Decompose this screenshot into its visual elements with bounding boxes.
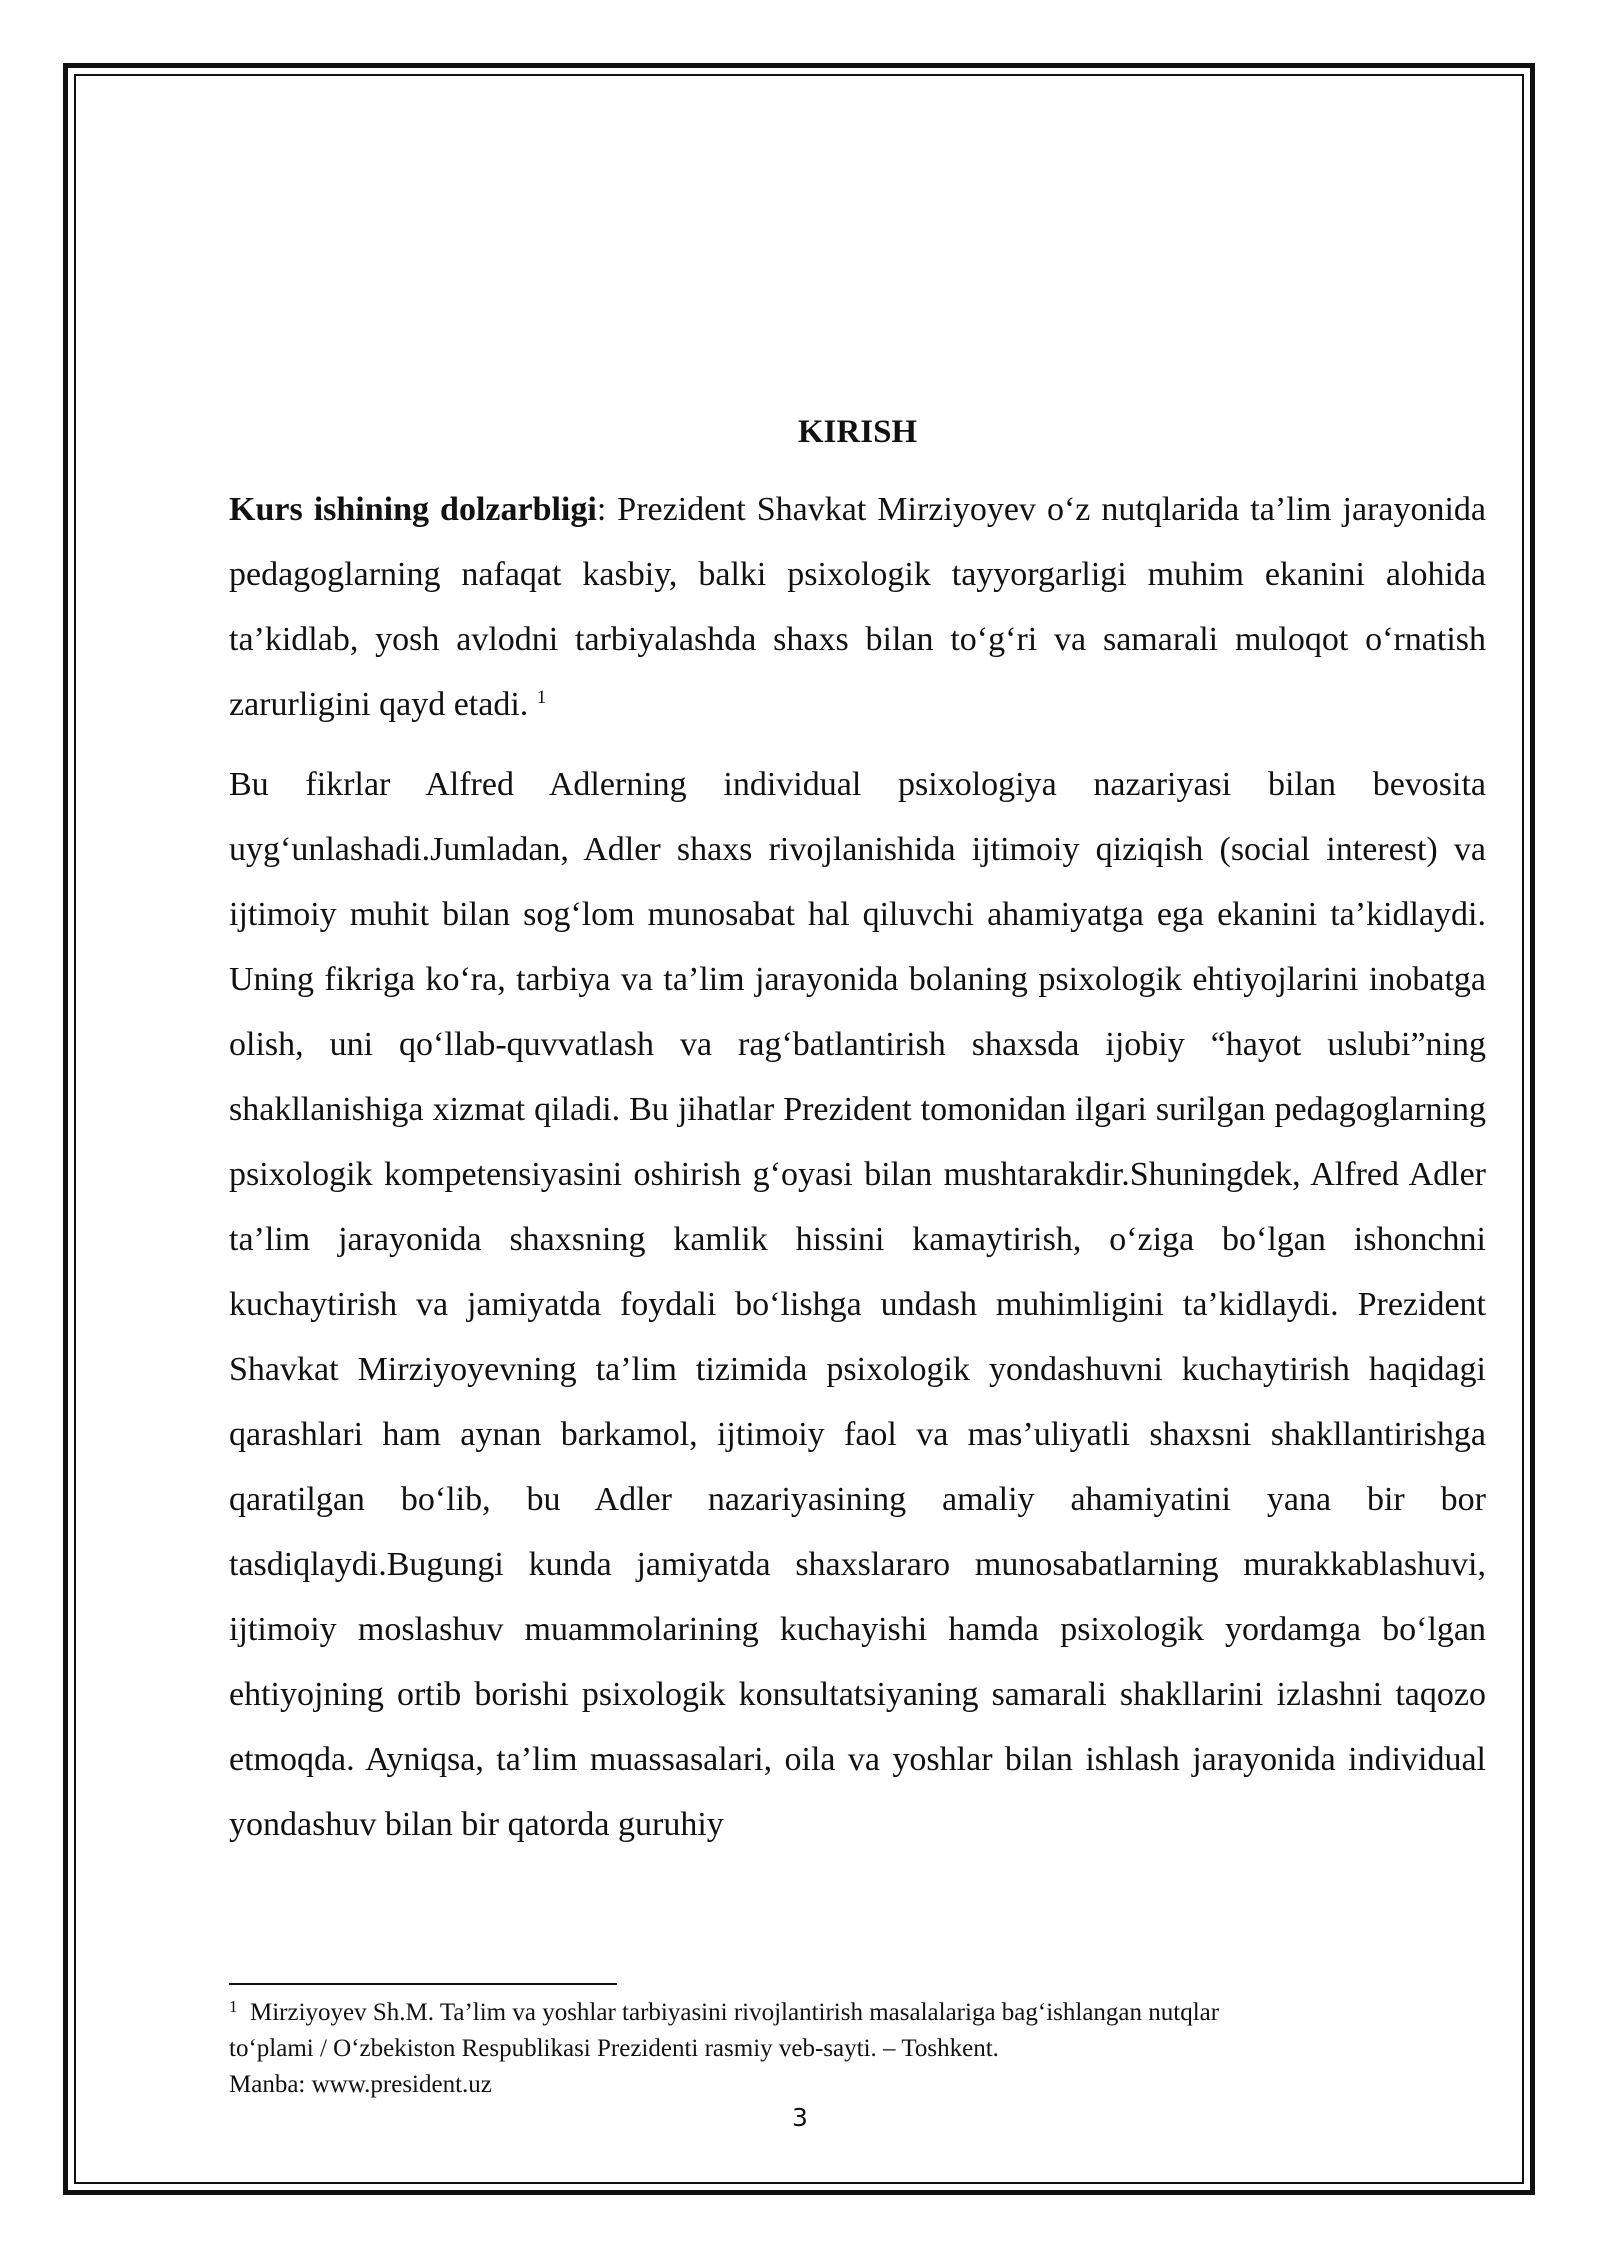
relevance-text: Prezident Shavkat Mirziyoyev o‘z nutqlarida ta’lim jarayonida pedagoglarning nafaqat kasbiy, balki psixologik tayyorgarligi muhim ekanini alohida ta’kidlab, yosh avlodni tarbiyalashda shaxs bilan to‘g‘ri va samarali muloqot o‘rnatish zarurligini qayd etadi. bbox=[229, 491, 1486, 723]
page-body bbox=[229, 400, 1486, 1872]
footnote-line-2: to‘plami / O‘zbekiston Respublikasi Prezidenti rasmiy veb-sayti. – Toshkent. bbox=[229, 2035, 999, 2062]
relevance-lead: Kurs ishining dolzarbligi bbox=[229, 491, 597, 528]
footnote-number: 1 bbox=[229, 1997, 238, 2016]
section-heading: KIRISH bbox=[797, 414, 918, 450]
relevance-colon: : bbox=[596, 491, 607, 528]
footnote bbox=[229, 1995, 1486, 2103]
paragraph-relevance bbox=[229, 477, 1486, 737]
footnote-separator bbox=[229, 1983, 617, 1985]
footnote-text-1: Mirziyoyev Sh.M. Ta’lim va yoshlar tarbiyasini rivojlantirish masalalariga bag‘ishlangan nutqlar bbox=[250, 1999, 1220, 2026]
footnote-line-3: Manba: www.president.uz bbox=[229, 2071, 492, 2098]
footnote-line-1 bbox=[229, 1995, 1486, 2031]
page-number: 3 bbox=[792, 2103, 808, 2132]
paragraph-adler: Bu fikrlar Alfred Adlerning individual psixologiya nazariyasi bilan bevosita uyg‘unlashadi.Jumladan, Adler shaxs rivojlanishida ijtimoiy qiziqish (social interest) va ijtimoiy muhit bilan sog‘lom munosabat hal qiluvchi ahamiyatga ega ekanini ta’kidlaydi. Uning fikriga ko‘ra, tarbiya va ta’lim jarayonida bolaning psixologik ehtiyojlarini inobatga olish, uni qo‘llab-quvvatlash va rag‘batlantirish shaxsda ijobiy “hayot uslubi”ning shakllanishiga xizmat qiladi. Bu jihatlar Prezident tomonidan ilgari surilgan pedagoglarning psixologik kompetensiyasini oshirish g‘oyasi bilan mushtarakdir.Shuningdek, Alfred Adler ta’lim jarayonida shaxsning kamlik hissini kamaytirish, o‘ziga bo‘lgan ishonchni kuchaytirish va jamiyatda foydali bo‘lishga undash muhimligini ta’kidlaydi. Prezident Shavkat Mirziyoyevning ta’lim tizimida psixologik yondashuvni kuchaytirish haqidagi qarashlari ham aynan barkamol, ijtimoiy faol va mas’uliyatli shaxsni shakllantirishga qaratilgan bo‘lib, bu Adler nazariyasining amaliy ahamiyatini yana bir bor tasdiqlaydi.Bugungi kunda jamiyatda shaxslararo munosabatlarning murakkablashuvi, ijtimoiy moslashuv muammolarining kuchayishi hamda psixologik yordamga bo‘lgan ehtiyojning ortib borishi psixologik konsultatsiyaning samarali shakllarini izlashni taqozo etmoqda. Ayniqsa, ta’lim muassasalari, oila va yoshlar bilan ishlash jarayonida individual yondashuv bilan bir qatorda guruhiy bbox=[229, 766, 1486, 1843]
footnote-reference[interactable]: 1 bbox=[536, 687, 547, 708]
